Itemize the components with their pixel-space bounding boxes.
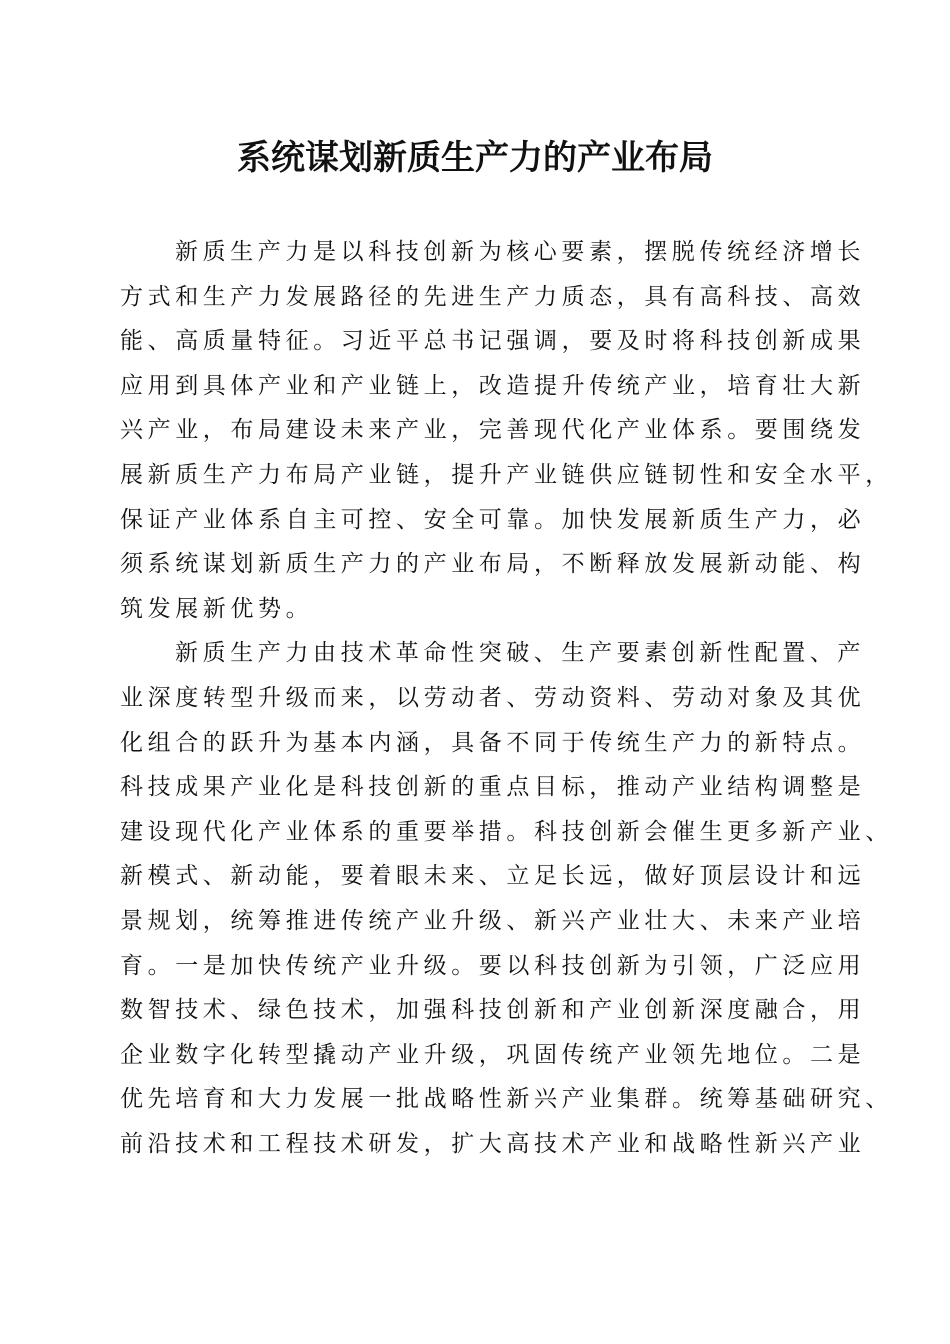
text-line: 新模式、新动能，要着眼未来、立足长远，做好顶层设计和远 [120, 863, 866, 890]
text-line: 能、高质量特征。习近平总书记强调，要及时将科技创新成果 [120, 328, 866, 355]
text-line: 优先培育和大力发展一批战略性新兴产业集群。统筹基础研究、 [120, 1086, 893, 1113]
text-line: 企业数字化转型撬动产业升级，巩固传统产业领先地位。二是 [120, 1041, 866, 1068]
text-line: 展新质生产力布局产业链，提升产业链供应链韧性和安全水平， [120, 461, 893, 488]
text-line: 新质生产力是以科技创新为核心要素，摆脱传统经济增长 [175, 239, 865, 265]
text-line: 须系统谋划新质生产力的产业布局，不断释放发展新动能、构 [120, 551, 866, 578]
text-line: 应用到具体产业和产业链上，改造提升传统产业，培育壮大新 [120, 372, 866, 399]
text-line: 育。一是加快传统产业升级。要以科技创新为引领，广泛应用 [120, 952, 866, 979]
document-title: 系统谋划新质生产力的产业布局 [237, 138, 713, 178]
text-line: 兴产业，布局建设未来产业，完善现代化产业体系。要围绕发 [120, 417, 866, 444]
paragraph-2 [120, 631, 893, 1166]
text-line: 建设现代化产业体系的重要举措。科技创新会催生更多新产业、 [120, 818, 893, 845]
text-line: 业深度转型升级而来，以劳动者、劳动资料、劳动对象及其优 [120, 684, 866, 711]
text-line: 新质生产力由技术革命性突破、生产要素创新性配置、产 [175, 640, 865, 667]
text-line: 保证产业体系自主可控、安全可靠。加快发展新质生产力，必 [120, 506, 866, 533]
text-line: 景规划，统筹推进传统产业升级、新兴产业壮大、未来产业培 [120, 907, 866, 934]
paragraph-1 [120, 230, 893, 631]
text-line: 数智技术、绿色技术，加强科技创新和产业创新深度融合，用 [120, 997, 866, 1024]
document-body [120, 230, 893, 1166]
text-line: 筑发展新优势。 [120, 595, 314, 622]
text-line: 科技成果产业化是科技创新的重点目标，推动产业结构调整是 [120, 774, 866, 801]
text-line: 前沿技术和工程技术研发，扩大高技术产业和战略性新兴产业 [120, 1130, 866, 1157]
text-line: 化组合的跃升为基本内涵，具备不同于传统生产力的新特点。 [120, 729, 866, 756]
text-line: 方式和生产力发展路径的先进生产力质态，具有高科技、高效 [120, 283, 866, 310]
